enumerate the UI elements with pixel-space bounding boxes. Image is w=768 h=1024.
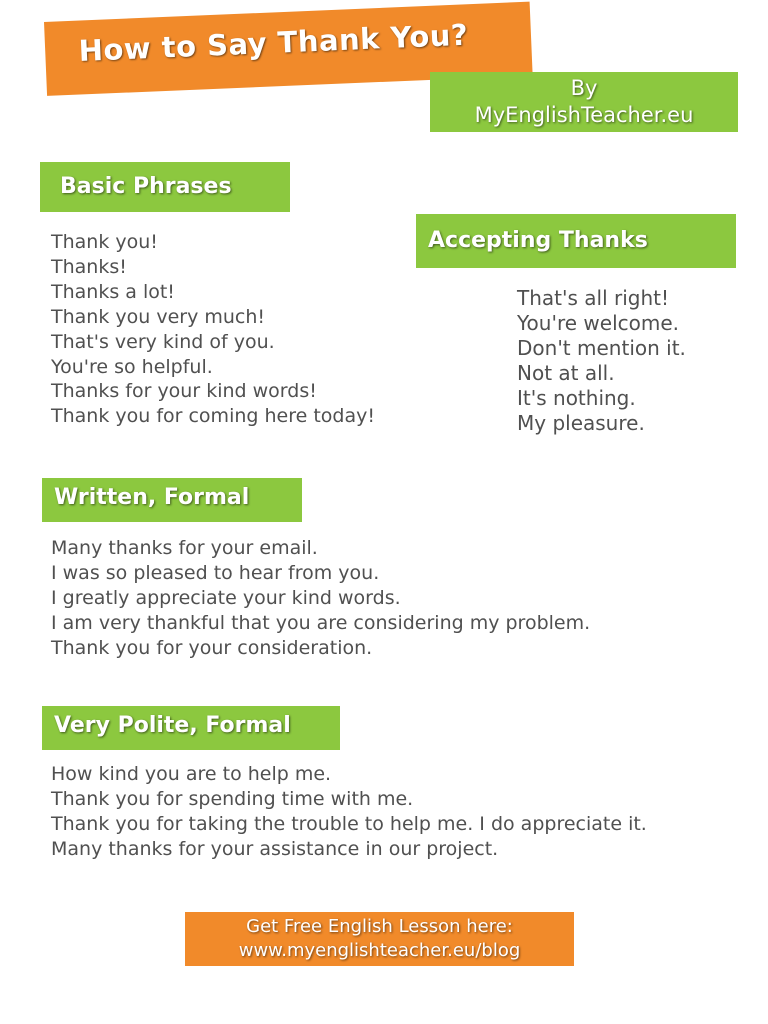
list-item: Thank you very much!: [51, 305, 266, 328]
list-item: Not at all.: [517, 361, 615, 385]
footer-banner[interactable]: [185, 912, 574, 966]
list-item: I was so pleased to hear from you.: [51, 561, 380, 584]
list-item: Thanks for your kind words!: [51, 380, 317, 403]
section-label-basic: Basic Phrases: [40, 162, 290, 212]
author-badge: [430, 72, 738, 132]
list-item: Don't mention it.: [517, 336, 686, 360]
list-item: Many thanks for your email.: [51, 537, 318, 559]
list-item: Thanks!: [51, 255, 127, 278]
phrase-list-accepting: [517, 286, 686, 436]
section-label-written: Written, Formal: [42, 478, 302, 522]
list-item: It's nothing.: [517, 386, 636, 410]
footer-link[interactable]: www.myenglishteacher.eu/blog: [238, 940, 521, 961]
phrase-list-written: [51, 536, 590, 661]
page-title: How to Say Thank You?: [78, 17, 469, 68]
list-item: How kind you are to help me.: [51, 763, 332, 785]
section-label-polite: Very Polite, Formal: [42, 706, 340, 750]
phrase-list-basic: [51, 230, 375, 429]
author-site: MyEnglishTeacher.eu: [474, 103, 694, 127]
list-item: Thank you for coming here today!: [51, 405, 375, 428]
list-item: That's very kind of you.: [51, 330, 275, 353]
section-label-accepting: Accepting Thanks: [416, 214, 736, 268]
author-by: By: [570, 76, 598, 100]
list-item: I greatly appreciate your kind words.: [51, 586, 401, 609]
list-item: Thanks a lot!: [51, 280, 175, 303]
list-item: Many thanks for your assistance in our project.: [51, 837, 499, 860]
phrase-list-polite: [51, 762, 647, 862]
list-item: Thank you!: [51, 231, 158, 253]
list-item: My pleasure.: [517, 411, 645, 435]
footer-line-1: Get Free English Lesson here:: [246, 916, 513, 937]
list-item: Thank you for spending time with me.: [51, 787, 414, 810]
list-item: That's all right!: [517, 286, 670, 310]
list-item: You're welcome.: [517, 311, 680, 335]
list-item: Thank you for taking the trouble to help me. I do appreciate it.: [51, 812, 647, 835]
list-item: I am very thankful that you are considering my problem.: [51, 611, 591, 634]
list-item: Thank you for your consideration.: [51, 636, 373, 659]
list-item: You're so helpful.: [51, 355, 213, 378]
